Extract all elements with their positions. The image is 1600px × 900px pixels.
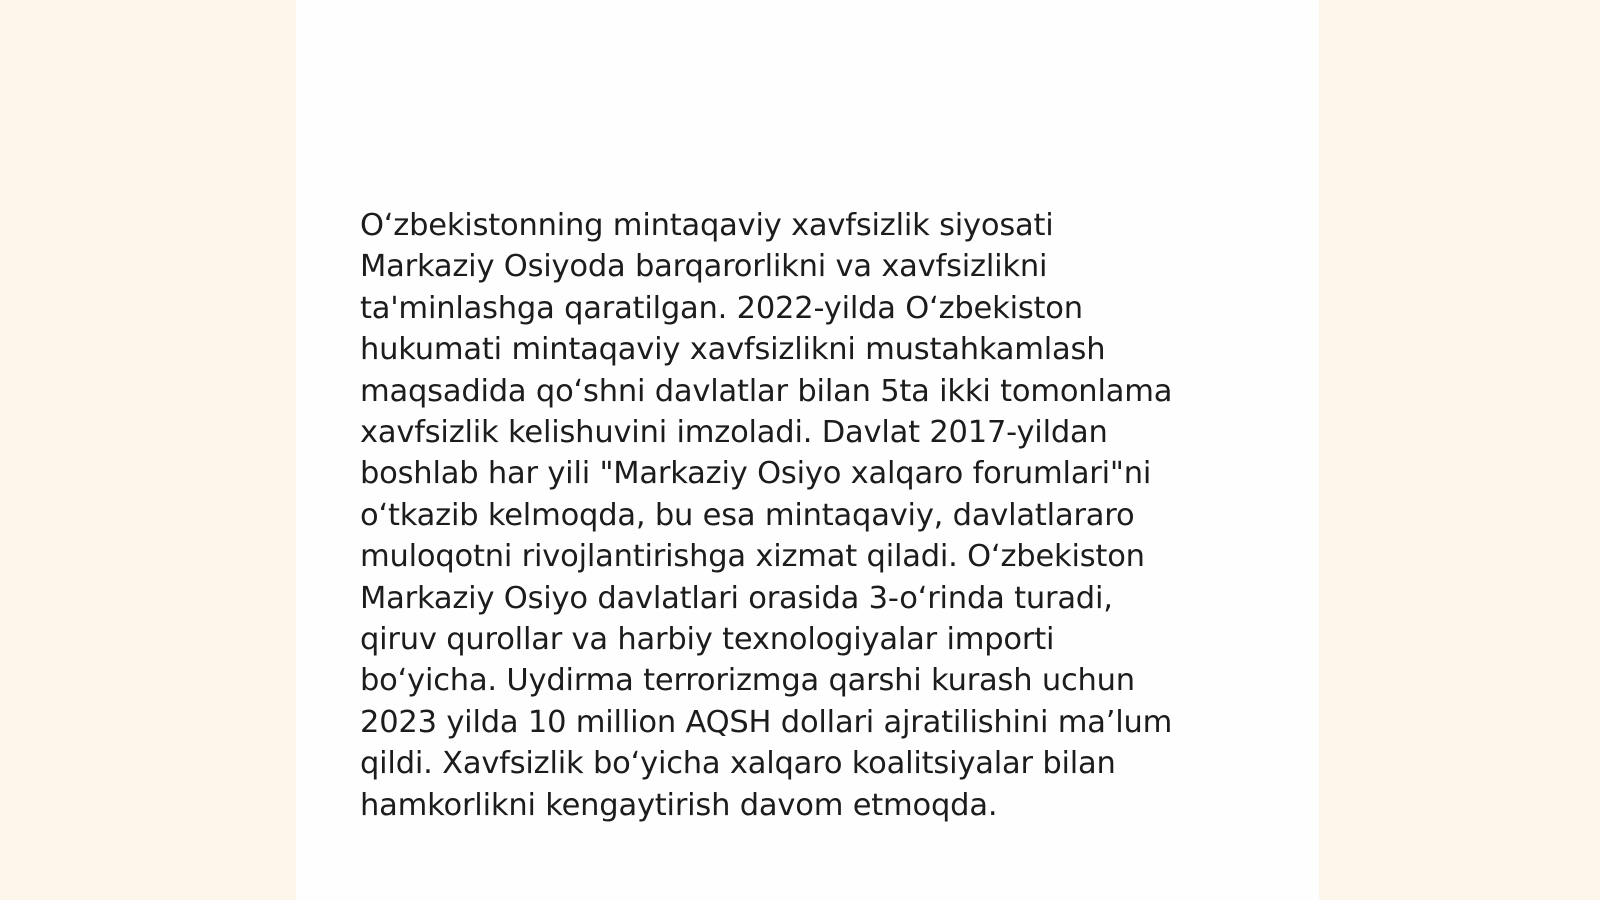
text-line: Markaziy Osiyoda barqarorlikni va xavfsizlikni — [360, 249, 1048, 285]
text-line: o‘tkazib kelmoqda, bu esa mintaqaviy, davlatlararo — [360, 497, 1135, 533]
text-line: bo‘yicha. Uydirma terrorizmga qarshi kurash uchun — [360, 663, 1135, 699]
text-line: muloqotni rivojlantirishga xizmat qiladi. O‘zbekiston — [360, 539, 1145, 575]
body-paragraph — [360, 205, 1240, 826]
text-line: qiruv qurollar va harbiy texnologiyalar importi — [360, 622, 1055, 658]
text-line: hamkorlikni kengaytirish davom etmoqda. — [360, 787, 998, 823]
text-line: ta'minlashga qaratilgan. 2022-yilda O‘zbekiston — [360, 290, 1083, 326]
text-line: hukumati mintaqaviy xavfsizlikni mustahkamlash — [360, 332, 1106, 368]
text-line: O‘zbekistonning mintaqaviy xavfsizlik siyosati — [360, 208, 1054, 243]
text-line: boshlab har yili "Markaziy Osiyo xalqaro forumlari"ni — [360, 456, 1152, 492]
text-line: qildi. Xavfsizlik bo‘yicha xalqaro koalitsiyalar bilan — [360, 746, 1116, 782]
text-line: xavfsizlik kelishuvini imzoladi. Davlat 2017-yildan — [360, 415, 1108, 451]
text-line: 2023 yilda 10 million AQSH dollari ajratilishini ma’lum — [360, 704, 1173, 740]
text-line: maqsadida qo‘shni davlatlar bilan 5ta ikki tomonlama — [360, 373, 1173, 409]
text-line: Markaziy Osiyo davlatlari orasida 3-o‘rinda turadi, — [360, 580, 1113, 616]
document-page — [296, 0, 1319, 900]
